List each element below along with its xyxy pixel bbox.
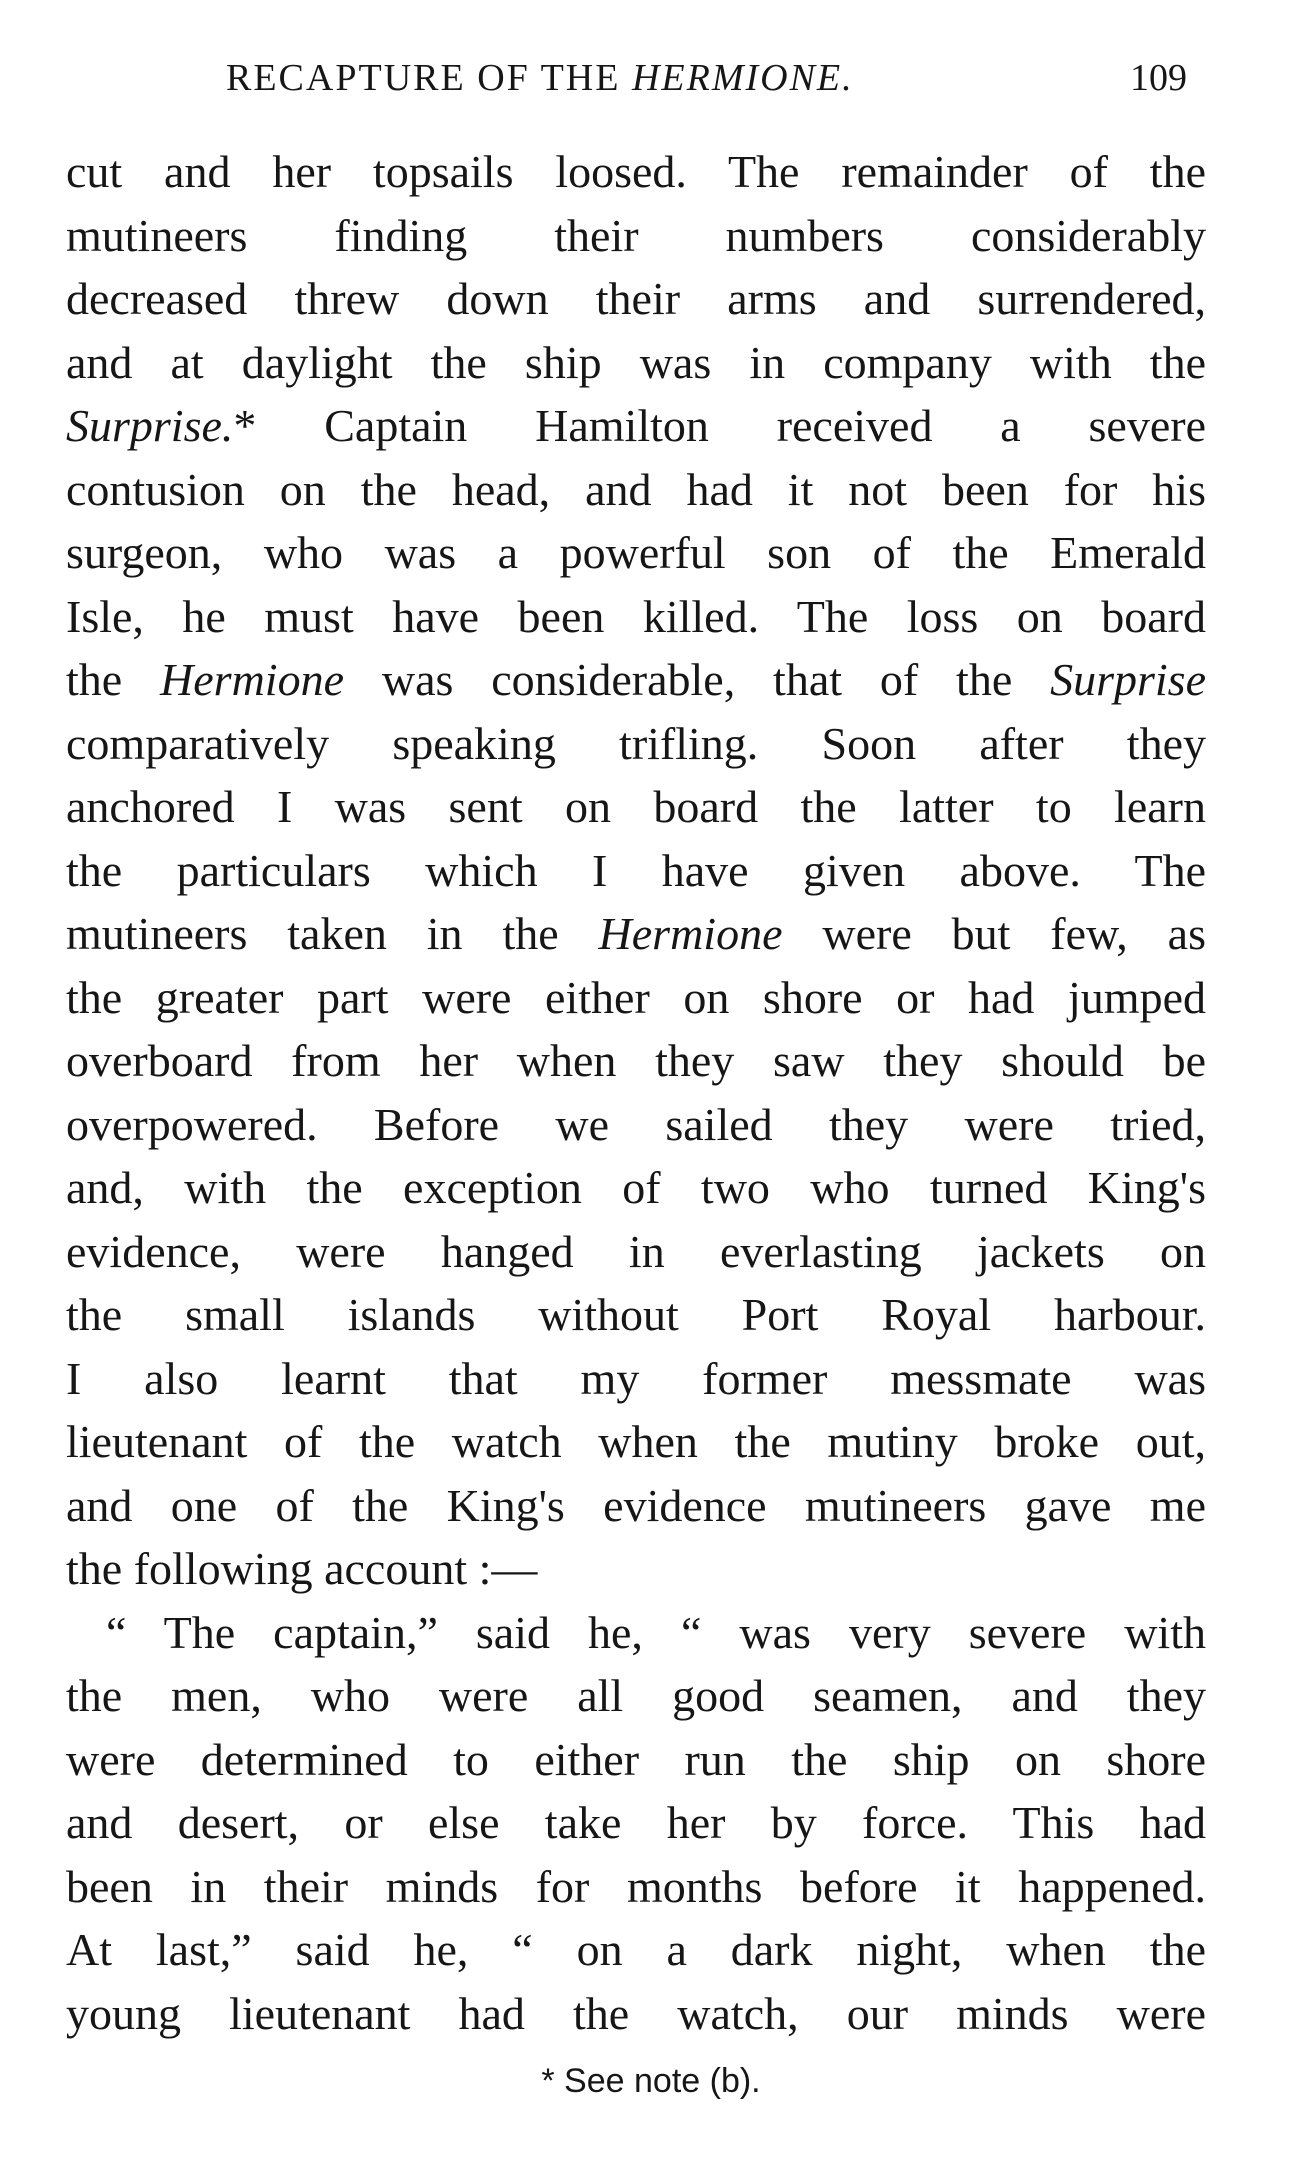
text-line: the greater part were either on shore or had jumped [66,971,1206,1023]
text-line: surgeon, who was a powerful son of the Emerald [66,527,1206,578]
text-line: comparatively speaking trifling. Soon after they [66,717,1206,769]
text-line [66,902,1206,966]
body-text [66,140,1206,2045]
page-number: 109 [1130,57,1187,99]
text-line: the particulars which I have given above. The [66,844,1206,896]
text-line: the men, who were all good seamen, and they [66,1670,1206,1721]
text-line: “ The captain,” said he, “ was very severe with [106,1606,1206,1658]
text-fragment: were but few, as [782,908,1206,959]
text-line: were determined to either run the ship on shore [66,1733,1206,1785]
text-line: decreased threw down their arms and surrendered, [66,273,1206,324]
text-fragment: * Captain Hamilton received a severe [233,400,1206,451]
ship-name-surprise: Surprise [1050,654,1206,705]
ship-name-surprise: Surprise. [66,400,234,451]
text-fragment: mutineers taken in the [66,908,599,959]
text-line: the following account :— [66,1543,538,1594]
text-line: overpowered. Before we sailed they were tried, [66,1098,1206,1150]
running-head-ship-name: HERMIONE. [631,57,854,99]
running-head-text: RECAPTURE OF THE [226,57,632,99]
text-line: I also learnt that my former messmate was [66,1352,1206,1404]
text-line: contusion on the head, and had it not been for his [66,463,1206,515]
text-fragment: was considerable, that of the [344,654,1051,705]
text-line: mutineers finding their numbers considerably [66,209,1206,261]
text-line: At last,” said he, “ on a dark night, when the [66,1924,1206,1975]
ship-name-hermione: Hermione [160,654,345,705]
text-line [66,394,1206,458]
text-line: and, with the exception of two who turned King's [66,1162,1206,1213]
text-line: Isle, he must have been killed. The loss on board [66,590,1206,642]
text-line: evidence, were hanged in everlasting jackets on [66,1225,1206,1277]
text-line: the small islands without Port Royal harbour. [66,1289,1206,1340]
running-head [226,56,854,100]
text-line: overboard from her when they saw they should be [66,1035,1206,1086]
text-line: and one of the King's evidence mutineers gave me [66,1479,1206,1531]
text-line: lieutenant of the watch when the mutiny broke out, [66,1416,1206,1467]
text-line: and desert, or else take her by force. This had [66,1797,1206,1848]
text-line: young lieutenant had the watch, our minds were [66,1987,1206,2039]
text-line: been in their minds for months before it happened. [66,1860,1206,1912]
footnote: * See note (b). [541,2062,761,2100]
ship-name-hermione: Hermione [598,908,783,959]
text-line [66,648,1206,712]
text-line: anchored I was sent on board the latter to learn [66,781,1206,832]
text-fragment: the [66,654,161,705]
text-line: cut and her topsails loosed. The remainder of the [66,146,1206,197]
text-line: and at daylight the ship was in company with the [66,336,1206,388]
